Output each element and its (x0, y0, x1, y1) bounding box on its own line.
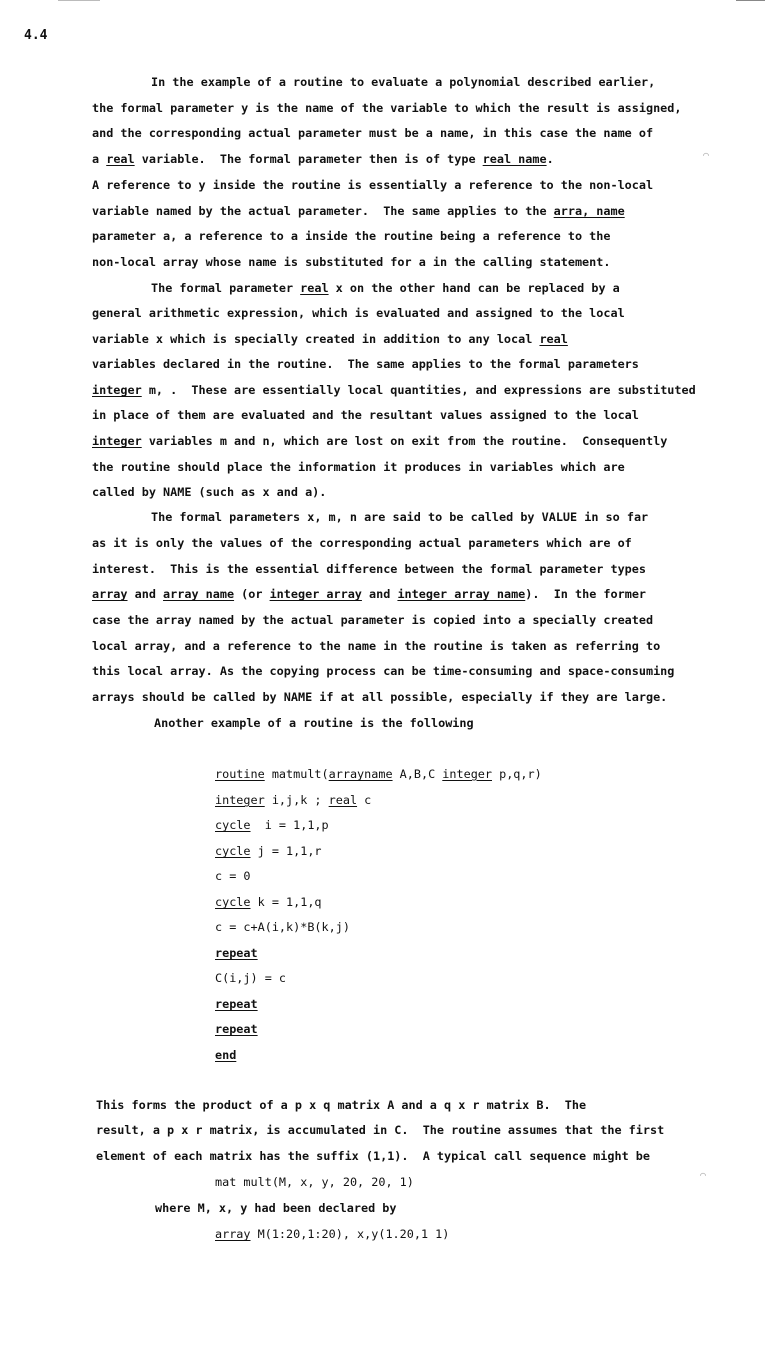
text-line (151, 510, 648, 524)
text-line (92, 613, 653, 627)
text-run: variable x which is specially created in addition to any local (92, 332, 540, 346)
text-run: arrays should be called by NAME if at all possible, especially if they are large. (92, 690, 668, 704)
text-run: i,j,k ; (264, 793, 329, 807)
underlined-keyword: integer (442, 767, 492, 781)
text-line (215, 946, 258, 960)
text-line (154, 716, 474, 730)
text-line (92, 664, 674, 678)
text-run: A reference to y inside the routine is essentially a reference to the non-local (92, 178, 654, 192)
text-run: element of each matrix has the suffix (1,1). A typical call sequence might be (96, 1149, 650, 1163)
text-run: x on the other hand can be replaced by a (328, 281, 620, 295)
text-line (92, 639, 660, 653)
text-line (215, 818, 329, 832)
page-number: 4.4 (24, 28, 48, 43)
text-run: variables m and n, which are lost on exit from the routine. Consequently (141, 434, 668, 448)
text-line (92, 383, 696, 397)
text-run: c (357, 793, 372, 807)
underlined-keyword: routine (215, 767, 265, 781)
underlined-keyword: cycle (215, 844, 251, 858)
text-run: i = 1,1,p (250, 818, 329, 832)
text-run: . (546, 152, 554, 166)
text-line (215, 767, 542, 781)
scan-mark (736, 0, 765, 1)
underlined-keyword: arra, name (553, 204, 625, 218)
text-line (92, 408, 639, 422)
underlined-keyword: integer (215, 793, 265, 807)
underlined-keyword: integer (92, 434, 142, 448)
underlined-keyword: repeat (215, 946, 258, 960)
scan-mark (58, 0, 100, 1)
underlined-keyword: integer array name (397, 587, 526, 601)
text-run: variable. The formal parameter then is of type (134, 152, 483, 166)
text-run: this local array. As the copying process can be time-consuming and space-consuming (92, 664, 675, 678)
text-line (92, 126, 653, 140)
underlined-keyword: real (328, 793, 358, 807)
text-run: (or (234, 587, 270, 601)
text-run: M(1:20,1:20), x,y(1.20,1 1) (250, 1227, 450, 1241)
text-line (92, 690, 667, 704)
text-line (92, 485, 326, 499)
text-line (96, 1123, 664, 1137)
text-run: the routine should place the information it produces in variables which are (92, 460, 625, 474)
text-run: A,B,C (392, 767, 443, 781)
underlined-keyword: arrayname (328, 767, 393, 781)
underlined-keyword: integer array (269, 587, 362, 601)
underlined-keyword: real name (482, 152, 547, 166)
text-run: c = 0 (215, 869, 251, 883)
text-line (96, 1098, 586, 1112)
underlined-keyword: cycle (215, 818, 251, 832)
text-run: k = 1,1,q (250, 895, 322, 909)
text-line (155, 1201, 396, 1215)
text-line (92, 434, 667, 448)
text-run: j = 1,1,r (250, 844, 322, 858)
text-run: C(i,j) = c (215, 971, 287, 985)
underlined-keyword: repeat (215, 1022, 258, 1036)
scan-smudge: ⌒ (703, 150, 710, 161)
underlined-keyword: array (92, 587, 128, 601)
underlined-keyword: cycle (215, 895, 251, 909)
text-line (215, 1175, 414, 1189)
text-line (215, 869, 251, 883)
text-run: variables declared in the routine. The same applies to the formal parameters (92, 357, 639, 371)
text-line (92, 357, 639, 371)
text-line (92, 229, 610, 243)
underlined-keyword: real (539, 332, 568, 346)
text-run: Another example of a routine is the following (154, 716, 474, 730)
text-line (215, 971, 286, 985)
text-line (215, 1048, 236, 1062)
text-run: and (361, 587, 398, 601)
text-run: local array, and a reference to the name in the routine is taken as referring to (92, 639, 661, 653)
text-run: case the array named by the actual parameter is copied into a specially created (92, 613, 654, 627)
text-run: In the example of a routine to evaluate a polynomial described earlier, (151, 75, 656, 89)
text-line (215, 895, 322, 909)
text-line (92, 255, 610, 269)
text-line (215, 844, 322, 858)
text-run: parameter a, a reference to a inside the routine being a reference to the (92, 229, 611, 243)
text-line (92, 204, 625, 218)
text-line (215, 920, 350, 934)
text-run: as it is only the values of the corresponding actual parameters which are of (92, 536, 632, 550)
text-line (151, 75, 655, 89)
text-run: and the corresponding actual parameter must be a name, in this case the name of (92, 126, 654, 140)
underlined-keyword: array name (163, 587, 235, 601)
scan-smudge: ⌒ (700, 1170, 707, 1181)
text-run: The formal parameters x, m, n are said to be called by VALUE in so far (151, 510, 649, 524)
underlined-keyword: repeat (215, 997, 258, 1011)
underlined-keyword: end (215, 1048, 237, 1062)
text-line (151, 281, 620, 295)
text-line (215, 1022, 258, 1036)
text-run: c = c+A(i,k)*B(k,j) (215, 920, 350, 934)
underlined-keyword: array (215, 1227, 251, 1241)
text-run: The formal parameter (151, 281, 301, 295)
text-run: where M, x, y had been declared by (155, 1201, 397, 1215)
text-line (92, 178, 653, 192)
text-line (92, 306, 625, 320)
text-run: p,q,r) (492, 767, 542, 781)
text-run: variable named by the actual parameter. The same applies to the (92, 204, 554, 218)
underlined-keyword: real (300, 281, 329, 295)
text-run: called by NAME (such as x and a). (92, 485, 327, 499)
text-run: ). In the former (525, 587, 647, 601)
text-run: m, . These are essentially local quantities, and expressions are substituted (141, 383, 696, 397)
text-run: a (92, 152, 107, 166)
text-line (92, 332, 568, 346)
text-line (92, 460, 625, 474)
text-run: matmult( (264, 767, 329, 781)
text-line (92, 101, 682, 115)
text-line (92, 562, 646, 576)
text-run: This forms the product of a p x q matrix A and a q x r matrix B. The (96, 1098, 587, 1112)
text-run: non-local array whose name is substituted for a in the calling statement. (92, 255, 611, 269)
text-run: and (127, 587, 164, 601)
text-run: interest. This is the essential difference between the formal parameter types (92, 562, 646, 576)
text-run: in place of them are evaluated and the resultant values assigned to the local (92, 408, 639, 422)
text-line (215, 1227, 449, 1241)
text-run: result, a p x r matrix, is accumulated in C. The routine assumes that the first (96, 1123, 665, 1137)
text-line (92, 587, 646, 601)
text-run: the formal parameter y is the name of the variable to which the result is assigned, (92, 101, 682, 115)
underlined-keyword: integer (92, 383, 142, 397)
text-line (96, 1149, 650, 1163)
text-line (92, 536, 632, 550)
text-line (92, 152, 554, 166)
text-line (215, 997, 258, 1011)
underlined-keyword: real (106, 152, 135, 166)
text-line (215, 793, 371, 807)
text-run: general arithmetic expression, which is evaluated and assigned to the local (92, 306, 625, 320)
text-run: mat mult(M, x, y, 20, 20, 1) (215, 1175, 414, 1189)
